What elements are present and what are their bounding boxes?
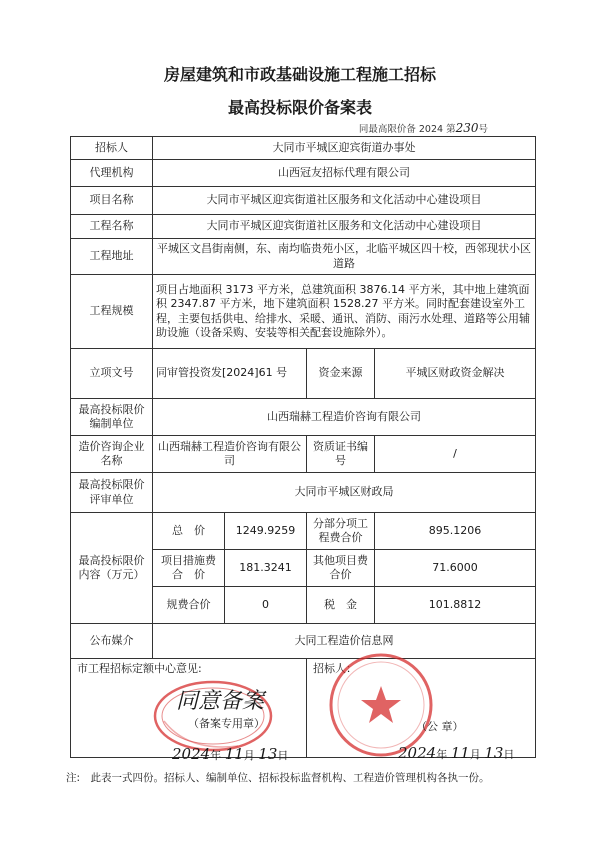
other-fee-value: 71.6000 [375,550,536,587]
row-scale [71,275,536,349]
doc-number-prefix: 同最高限价备 2024 第 [358,124,456,135]
media-value: 大同工程造价信息网 [153,624,536,659]
project-name-value: 大同市平城区迎宾街道社区服务和文化活动中心建设项目 [153,187,536,215]
left-day-char: 日 [277,749,289,762]
left-year-char: 年 [210,749,222,762]
engineering-name-label: 工程名称 [71,215,153,239]
measure-fee-value: 181.3241 [225,550,307,587]
measure-fee-label: 项目措施费合 价 [153,550,225,587]
agency-value: 山西冠友招标代理有限公司 [153,160,536,187]
row-signatures [71,659,536,758]
fund-source-label: 资金来源 [307,349,375,399]
cert-label: 资质证书编 号 [307,436,375,473]
right-month-char: 月 [469,748,481,761]
statutory-fee-value: 0 [225,587,307,624]
reviewer-label: 最高投标限价评审单位 [71,473,153,513]
project-name-label: 项目名称 [71,187,153,215]
approval-value: 同审管投资发[2024]61 号 [153,349,307,399]
title-line-1: 房屋建筑和市政基础设施工程施工招标 [163,65,436,84]
approval-label: 立项文号 [71,349,153,399]
filing-seal-caption: （备案专用章） [188,717,265,730]
right-date-year: 2024 [398,744,437,762]
media-label: 公布媒介 [71,624,153,659]
address-value: 平城区文昌街南侧，东、南均临贵苑小区，北临平城区四十校，西邻现状小区道路 [153,239,536,275]
consultant-label: 造价咨询企业名称 [71,436,153,473]
tenderer-label: 招标人 [71,137,153,160]
left-date-month: 11 [224,745,244,763]
row-reviewer [71,473,536,513]
row-consultant [71,436,536,473]
center-opinion-title: 市工程招标定额中心意见: [77,662,202,675]
sub-item-label: 分部分项工程费合价 [307,513,375,550]
row-project-name [71,187,536,215]
cert-value: / [375,436,536,473]
row-media [71,624,536,659]
filing-form-table [70,136,536,758]
right-day-char: 日 [503,748,515,761]
approval-handwriting: 同意备案 [176,689,265,714]
sub-item-value: 895.1206 [375,513,536,550]
doc-number [359,121,488,135]
row-address [71,239,536,275]
footnote: 注: 此表一式四份。招标人、编制单位、招标投标监督机构、工程造价管理机构各执一份。 [66,772,490,784]
fund-source-value: 平城区财政资金解决 [375,349,536,399]
doc-number-value: 230 [455,121,479,135]
left-date-day: 13 [258,745,278,763]
doc-number-suffix: 号 [478,124,488,135]
total-price-value: 1249.9259 [225,513,307,550]
title-line-2: 最高投标限价备案表 [227,98,372,117]
row-engineering-name [71,215,536,239]
row-tenderer [71,137,536,160]
left-date-year: 2024 [172,745,211,763]
consultant-value: 山西瑞赫工程造价咨询有限公司 [153,436,307,473]
scale-label: 工程规模 [71,275,153,349]
row-approval [71,349,536,399]
total-price-label: 总 价 [153,513,225,550]
right-date [398,744,514,762]
compiler-label: 最高投标限价编制单位 [71,399,153,436]
agency-label: 代理机构 [71,160,153,187]
right-date-month: 11 [450,744,470,762]
tax-label: 税 金 [307,587,375,624]
row-compiler [71,399,536,436]
scale-value: 项目占地面积 3173 平方米，总建筑面积 3876.14 平方米，其中地上建筑面积 2347.87 平方米，地下建筑面积 1528.27 平方米。同时配套建设室外工程，主要包括供电、给排水、采暖、通讯、消防、雨污水处理、道路等公用辅助设施（设备采购、安装等相关配套设施除外）。 [153,275,536,349]
engineering-name-value: 大同市平城区迎宾街道社区服务和文化活动中心建设项目 [153,215,536,239]
official-seal-caption: （公 章） [416,720,464,733]
address-label: 工程地址 [71,239,153,275]
right-year-char: 年 [436,748,448,761]
statutory-fee-label: 规费合价 [153,587,225,624]
limit-label: 最高投标限价内容（万元） [71,513,153,624]
compiler-value: 山西瑞赫工程造价咨询有限公司 [153,399,536,436]
reviewer-value: 大同市平城区财政局 [153,473,536,513]
row-agency [71,160,536,187]
row-limit-total [71,513,536,550]
tenderer-value: 大同市平城区迎宾街道办事处 [153,137,536,160]
left-date [172,745,288,763]
tax-value: 101.8812 [375,587,536,624]
other-fee-label: 其他项目费合价 [307,550,375,587]
left-month-char: 月 [243,749,255,762]
tenderer-sign-title: 招标人： [313,662,357,675]
right-date-day: 13 [484,744,504,762]
